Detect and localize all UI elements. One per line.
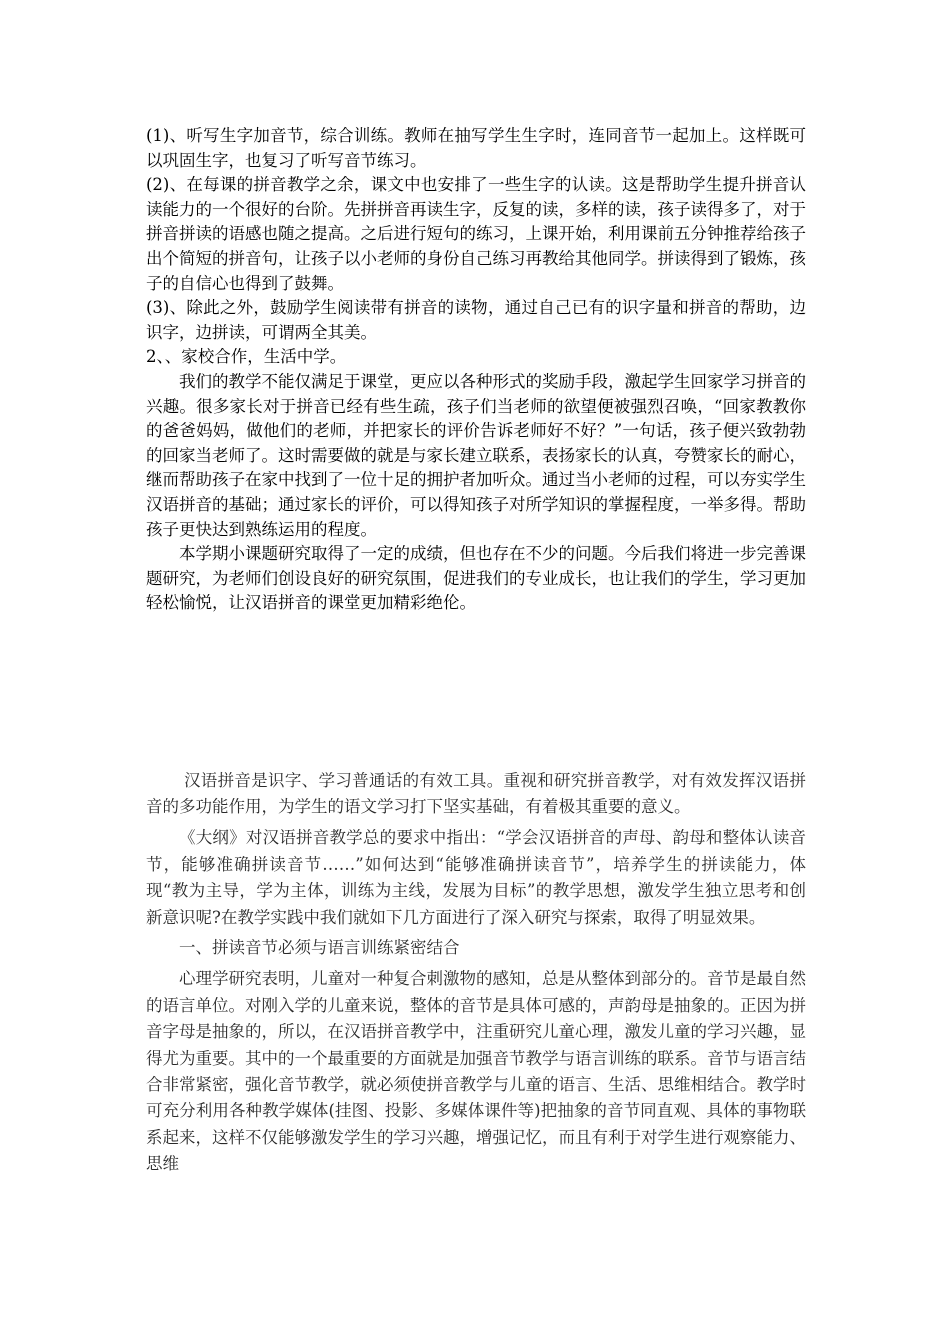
heading-home-school-cooperation: 2、、家校合作，生活中学。 <box>146 347 347 367</box>
report-section <box>146 124 806 616</box>
paragraph-syllabus-requirements: 《大纲》对汉语拼音教学总的要求中指出：“学会汉语拼音的声母、韵母和整体认读音节，能够准确拼读音节……”如何达到“能够准确拼读音节”，培养学生的拼读能力，体现“教为主导，学为主体，训练为主线，发展为目标”的教学思想，激发学生独立思考和创新意识呢?在教学实践中我们就如下几方面进行了深入研究与探索，取得了明显效果。 <box>146 828 806 927</box>
paragraph-conclusion: 本学期小课题研究取得了一定的成绩，但也存在不少的问题。今后我们将进一步完善课题研究，为老师们创设良好的研究氛围，促进我们的专业成长，也让我们的学生，学习更加轻松愉悦，让汉语拼音的课堂更加精彩绝伦。 <box>146 544 806 613</box>
paragraph-psychology-research: 心理学研究表明，儿童对一种复合刺激物的感知，总是从整体到部分的。音节是最自然的语言单位。对刚入学的儿童来说，整体的音节是具体可感的，声韵母是抽象的。正因为拼音字母是抽象的，所以，在汉语拼音教学中，注重研究儿童心理，激发儿童的学习兴趣，显得尤为重要。其中的一个最重要的方面就是加强音节教学与语言训练的联系。音节与语言结合非常紧密，强化音节教学，就必须使拼音教学与儿童的语言、生活、思维相结合。教学时可充分利用各种教学媒体(挂图、投影、多媒体课件等)把抽象的音节同直观、具体的事物联系起来，这样不仅能够激发学生的学习兴趣，增强记忆，而且有利于对学生进行观察能力、思维 <box>146 969 806 1174</box>
article-section <box>146 768 806 1182</box>
paragraph-pinyin-reading-materials: (3)、除此之外，鼓励学生阅读带有拼音的读物，通过自己已有的识字量和拼音的帮助，边识字，边拼读，可谓两全其美。 <box>146 298 806 342</box>
paragraph-home-teaching: 我们的教学不能仅满足于课堂，更应以各种形式的奖励手段，激起学生回家学习拼音的兴趣。很多家长对于拼音已经有些生疏，孩子们当老师的欲望便被强烈召唤，“回家教教你的爸爸妈妈，做他们的老师，并把家长的评价告诉老师好不好？”一句话，孩子便兴致勃勃的回家当老师了。这时需要做的就是与家长建立联系，表扬家长的认真，夸赞家长的耐心，继而帮助孩子在家中找到了一位十足的拥护者加听众。通过当小老师的过程，可以夯实学生汉语拼音的基础；通过家长的评价，可以得知孩子对所学知识的掌握程度，一举多得。帮助孩子更快达到熟练运用的程度。 <box>146 371 806 539</box>
paragraph-reading-practice: (2)、在每课的拼音教学之余，课文中也安排了一些生字的认读。这是帮助学生提升拼音认读能力的一个很好的台阶。先拼拼音再读生字，反复的读，多样的读，孩子读得多了，对于拼音拼读的语感也随之提高。之后进行短句的练习，上课开始，利用课前五分钟推荐给孩子出个简短的拼音句，让孩子以小老师的身份自己练习再教给其他同学。拼读得到了锻炼，孩子的自信心也得到了鼓舞。 <box>146 175 806 293</box>
paragraph-pinyin-importance: 汉语拼音是识字、学习普通话的有效工具。重视和研究拼音教学，对有效发挥汉语拼音的多功能作用，为学生的语文学习打下坚实基础，有着极其重要的意义。 <box>146 771 806 817</box>
paragraph-dictation: (1)、听写生字加音节，综合训练。教师在抽写学生生字时，连同音节一起加上。这样既可以巩固生字，也复习了听写音节练习。 <box>146 126 806 170</box>
heading-syllables-and-language-training: 一、拼读音节必须与语言训练紧密结合 <box>179 938 460 958</box>
